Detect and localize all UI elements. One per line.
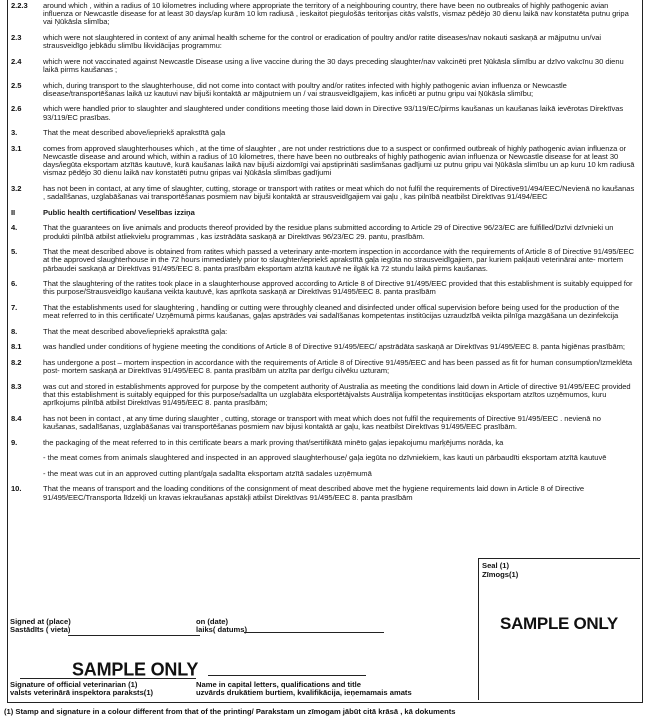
item-8-2 — [8, 359, 642, 375]
item-2-3 — [8, 34, 642, 50]
item-text: That the slaughtering of the ratites took place in a slaughterhouse approved according to Article 8 of Directive 91/495/EEC provided that this establishment is suitably equipped for this purpose/Strausveidīgo kaušana veikta kautuvē, kas aprīkota saskaņā ar Direktīvas 91/495/EEC 8. panta prasībām — [43, 279, 633, 297]
certificate-page — [7, 0, 643, 703]
item-2-5 — [8, 82, 642, 98]
item-5 — [8, 248, 642, 273]
item-number: 9. — [11, 437, 18, 447]
item-text: which were not slaughtered in context of any animal health scheme for the control or eradication of poultry and/or ratite diseases/nav nokauti saskaņā ar mājputnu un/vai strausveidīgo jebkādu slimību likvidācijas programmu: — [43, 33, 602, 51]
name-title-lv: uzvārds drukātiem burtiem, kvalifikācija, ieņemamais amats — [196, 688, 412, 698]
section-heading-public-health — [8, 209, 642, 217]
item-number: 4. — [11, 223, 18, 233]
item-8-4 — [8, 415, 642, 431]
on-date-label — [196, 618, 247, 635]
item-8-1 — [8, 343, 642, 351]
item-number: 8.1 — [11, 342, 22, 352]
item-7 — [8, 304, 642, 320]
item-text: has undergone a post – mortem inspection in accordance with the requirements of Article 8 of Directive 91/495/EEC and has been passed as fit for human consumption/Izmeklēta post- mortem saskaņā ar Direktīvas 91/495/EEC 8. panta prasībām un atzīta par derīgu cilvēku uzturam; — [43, 357, 633, 376]
item-text: around which , within a radius of 10 kilometres including where appropriate the territory of a neighbouring country, there have been no outbreaks of highly pathogenic avian influenza or Newcastle disease for at least 30 days/ap kurām 10 km radiusā , ieskaitot piegulošās teritorijas citās valstīs, vismaz pēdējo 30 dienu laikā nav konstatēta putnu gripa vai Ņūkāsla slimība; — [43, 1, 629, 27]
sub-item-cutting-plant: - the meat was cut in an approved cutting plant/gaļa sadalīta eksportam atzītā sadales uzņēmumā — [43, 468, 372, 478]
item-number: 10. — [11, 484, 22, 494]
item-number: 8.3 — [11, 381, 22, 391]
item-text: which, during transport to the slaughterhouse, did not come into contact with poultry and/or ratites infected with highly pathogenic avian influenza or Newcastle disease/transportēšanas laikā uz kautuvi nav bijuši kontaktā ar mājputniem un / vai strausveidīgajiem, kas inficēti ar putnu gripu vai Ņūkāsla slimību; — [43, 80, 567, 98]
item-number: 2.4 — [11, 56, 22, 66]
item-text: That the guarantees on live animals and products thereof provided by the residue plans submitted according to Article 29 of Directive 96/23/EC are fulfilled/Dzīvi dzīvnieki un produkti pilnībā atbilst atliekvielu programmas , kas izstrādāta saskaņā ar Direktīvas 96/23/EC 29. pantu, prasībām. — [43, 223, 614, 241]
item-text: which were not vaccinated against Newcastle Disease using a live vaccine during the 30 days preceding slaughter/nav vakcinēti pret Ņūkāsla slimību ar dzīvo vakcīnu 30 dienu laikā pirms kaušanas ; — [43, 56, 624, 74]
item-2-4 — [8, 58, 642, 74]
seal-label-en: Seal (1) — [482, 561, 510, 570]
signed-at-place-label — [10, 618, 71, 635]
name-title-line[interactable] — [208, 675, 366, 676]
item-number: 8.2 — [11, 357, 22, 367]
on-date-en: on (date) — [196, 617, 229, 626]
item-4 — [8, 224, 642, 240]
signed-at-place-lv: Sastādīts ( vieta) — [10, 625, 71, 635]
seal-box — [478, 558, 640, 700]
footnote: (1) Stamp and signature in a colour different from that of the printing/ Parakstam un zīmogam jābūt citā krāsā , kā dokuments — [4, 707, 456, 716]
item-8 — [8, 328, 642, 336]
item-number: 6. — [11, 279, 18, 289]
certification-items — [8, 2, 642, 509]
date-signature-line[interactable] — [244, 632, 384, 633]
item-number: 5. — [11, 247, 18, 257]
vet-signature-line[interactable] — [20, 678, 196, 679]
vet-signature-en: Signature of official veterinarian (1) — [10, 680, 138, 689]
place-signature-line[interactable] — [68, 635, 200, 636]
item-3-2 — [8, 185, 642, 201]
item-text: That the meat described above/iepriekš aprakstītā gaļa — [43, 128, 226, 138]
item-8-3 — [8, 383, 642, 408]
item-number: 2.6 — [11, 104, 22, 114]
signed-at-place-en: Signed at (place) — [10, 617, 71, 626]
item-3-1 — [8, 145, 642, 178]
item-2-2-3 — [8, 2, 642, 27]
item-3 — [8, 129, 642, 137]
item-text: comes from approved slaughterhouses which , at the time of slaughter , are not under restrictions due to a suspect or confirmed outbreak of highly pathogenic avian influenza or Newcastle disease and around which, within a radius of 10 kilometres, there have been no outbreaks of highly pathogenic avian influenza or Newcastle disease for at least 30 days/iegūta eksportam atzītās kautuvē, kurā kaušanas laikā nav bijuši aizdomīgi vai apstiprināti saslimšanas gadījumi uz putnu gripu vai Ņūkāsla slimību un ap kuru 10 km radiusā vismaz pēdējo 30 dienu laikā nav konstatēti putnu gripas vai Ņūkāsla slimības gadījumi — [43, 143, 635, 178]
item-number: 2.3 — [11, 33, 22, 42]
item-text: which were handled prior to slaughter and slaughtered under conditions meeting those laid down in Directive 93/119/EC/pirms kaušanas un kaušanas laikā ievērotas Direktīvas 93/119/EC prasības. — [43, 104, 624, 122]
item-text: has not been in contact , at any time during slaughter , cutting, storage or transport with meat which does not fulfil the requirements of Directive 91/495/EEC . nevienā no kaušanas, sadalīšanas, uzglabāšanas vai transportēšanas posmiem nav bijusi kontaktā ar gaļu, kas neatbilst Direktīvas 91/495/EEC prasībām. — [43, 413, 601, 431]
item-text: the packaging of the meat referred to in this certificate bears a mark proving that/sertifikātā minēto gaļas iepakojumu marķējums norāda, ka — [43, 437, 504, 447]
section-title: Public health certification/ Veselības izziņa — [43, 207, 195, 217]
on-date-lv: laiks( datums) — [196, 625, 248, 635]
item-text: That the means of transport and the loading conditions of the consignment of meat described above met the hygiene requirements laid down in Article 8 of Directive 91/495/EEC/Transporta līdzekļi un kravas iekraušanas apstākļi atbilst Direktīvas 91/495/EEC 8. panta prasībām — [43, 484, 585, 502]
item-text: That the establishments used for slaughtering , handling or cutting were throughly cleaned and disinfected under offical supervision before being used for the production of the meat referred to in this certificate/ Uzņēmumā pirms kaušanas, gaļas apstrādes vai sadalīšanas kompetentas institūcijas uzraudzībā veikta pilnīga mazgāšana un dezinfekcija — [43, 302, 620, 321]
item-number: 3. — [11, 128, 18, 138]
name-title-label — [196, 681, 412, 698]
item-number: 3.1 — [11, 143, 22, 153]
item-number: 3.2 — [11, 183, 22, 193]
item-10 — [8, 485, 642, 501]
item-text: That the meat described above/iepriekš aprakstītā gaļa: — [43, 326, 228, 336]
sub-item-slaughtered: - the meat comes from animals slaughtered and inspected in an approved slaughterhouse/ gaļa iegūta no dzīvniekiem, kas kauti un pārbaudīti eksportam atzītā kautuvē — [43, 453, 607, 463]
sample-only-stamp: SAMPLE ONLY — [500, 614, 618, 633]
item-number: 7. — [11, 302, 18, 312]
name-title-en: Name in capital letters, qualifications and title — [196, 680, 361, 689]
sample-only-signature: SAMPLE ONLY — [72, 658, 199, 680]
item-number: 8. — [11, 326, 18, 336]
item-9 — [8, 439, 642, 447]
vet-signature-label — [10, 681, 153, 698]
item-2-6 — [8, 105, 642, 121]
item-number: 2.2.3 — [11, 1, 28, 10]
item-6 — [8, 280, 642, 296]
seal-label-lv: Zīmogs(1) — [482, 569, 519, 579]
item-number: 2.5 — [11, 80, 22, 90]
item-text: was handled under conditions of hygiene meeting the conditions of Article 8 of Directive 91/495/EEC/ apstrādāta saskaņā ar Direktīvas 91/495/EEC 8. panta higiēnas prasībām; — [43, 342, 625, 352]
item-text: has not been in contact, at any time of slaughter, cutting, storage or transport with ratites or meat which do not fulfil the requirements of Directive91/494/EEC/Nevienā no kaušanas , sadalīšanas, uzglabāšanas vai transportēšanas posmiem nav bijuši kontaktā ar strausveidīgajiem vai gaļu , kas pilnībā neatbilst Direktīvas 91/494/EEC — [43, 183, 635, 202]
item-number: 8.4 — [11, 413, 22, 423]
section-number: II — [11, 207, 16, 217]
vet-signature-lv: valsts veterinārā inspektora paraksts(1) — [10, 688, 154, 698]
item-text: That the meat described above is obtained from ratites which passed a veterinary ante-mortem inspection in accordance with the requirements of Article 8 of Directive 91/495/EEC at the approved slaughterhouse in the 72 hours immediately prior to slaughter/iepriekš aprakstītā gaļa iegūta no strausveidīgajiem, par kuriem pakļauti veterinārai ante- mortem pārbaudei saskaņā ar Direktīvas 91/495/EEC 8. panta prasībām eksportam atzītā kautuvē ne ilgāk kā 72 stundu laikā pirms kaušanas. — [43, 247, 634, 273]
item-text: was cut and stored in establishments approved for purpose by the competent authority of Australia as meeting the conditions laid down in Article of directive 91/495/EEC provided that this establishment is suitably equipped for this purpose/sadalīta un uzglabāta eksportētājvalsts Austrālija kompetentas institūcijas eksportam atzītos uzņēmumos, kuru aprīkojums pilnībā atbilst Direktīvas 91/495/EEC 8. panta prasībām; — [43, 381, 631, 408]
